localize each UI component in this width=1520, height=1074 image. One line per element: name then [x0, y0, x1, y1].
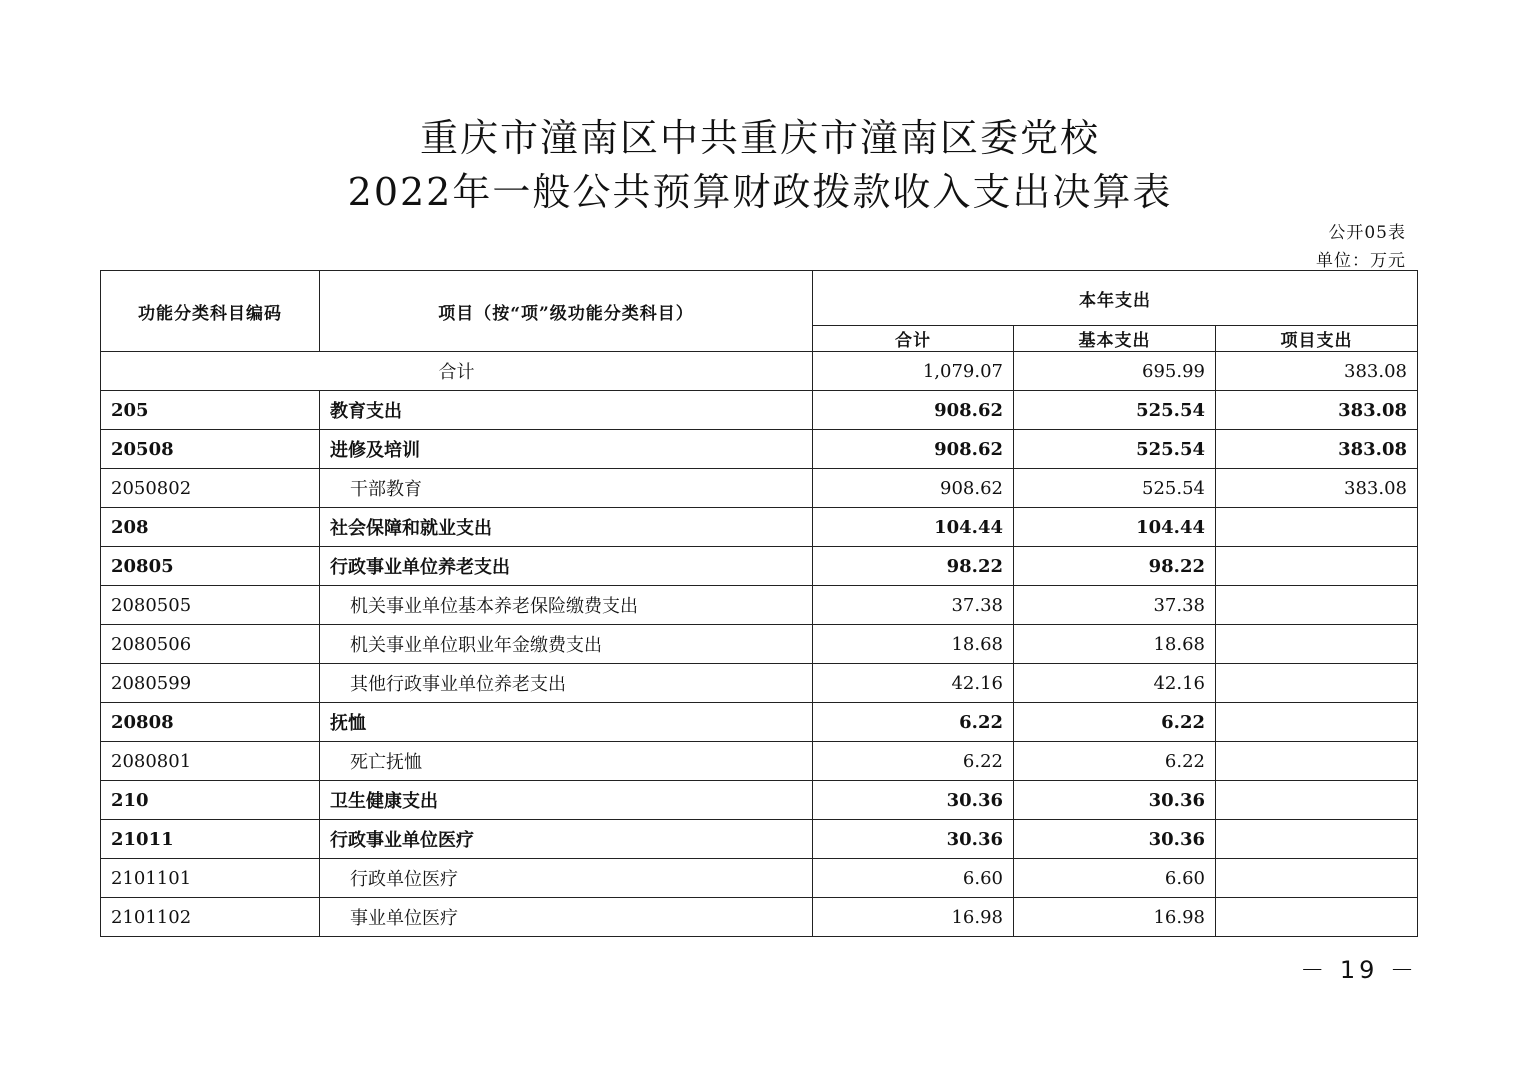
row-code: 208 — [101, 508, 320, 547]
row-basic: 6.22 — [1014, 742, 1216, 781]
form-number: 公开05表 — [1328, 223, 1406, 243]
row-project — [1216, 781, 1418, 820]
row-code: 2101101 — [101, 859, 320, 898]
table-row — [101, 781, 1418, 820]
row-project — [1216, 664, 1418, 703]
table-row — [101, 430, 1418, 469]
row-total: 908.62 — [813, 391, 1014, 430]
table-row — [101, 859, 1418, 898]
table-row — [101, 664, 1418, 703]
table-row — [101, 586, 1418, 625]
row-code: 2050802 — [101, 469, 320, 508]
table-row — [101, 391, 1418, 430]
row-basic: 37.38 — [1014, 586, 1216, 625]
summary-basic: 695.99 — [1014, 352, 1216, 391]
table-row — [101, 898, 1418, 937]
header-code: 功能分类科目编码 — [101, 271, 320, 352]
table-row — [101, 547, 1418, 586]
document-title-line1: 重庆市潼南区中共重庆市潼南区委党校 — [419, 116, 1100, 160]
row-code: 2080505 — [101, 586, 320, 625]
row-item-name: 进修及培训 — [320, 430, 813, 469]
row-project — [1216, 547, 1418, 586]
page-number: － 19 － — [1300, 956, 1418, 984]
row-total: 37.38 — [813, 586, 1014, 625]
row-code: 205 — [101, 391, 320, 430]
row-item-name: 其他行政事业单位养老支出 — [320, 664, 813, 703]
row-total: 30.36 — [813, 820, 1014, 859]
row-code: 20805 — [101, 547, 320, 586]
row-total: 908.62 — [813, 430, 1014, 469]
row-item-name: 机关事业单位职业年金缴费支出 — [320, 625, 813, 664]
row-project — [1216, 859, 1418, 898]
table-row — [101, 508, 1418, 547]
row-basic: 525.54 — [1014, 391, 1216, 430]
row-item-name: 行政单位医疗 — [320, 859, 813, 898]
row-item-name: 社会保障和就业支出 — [320, 508, 813, 547]
row-code: 21011 — [101, 820, 320, 859]
header-basic: 基本支出 — [1014, 326, 1216, 352]
row-project: 383.08 — [1216, 469, 1418, 508]
row-code: 2080801 — [101, 742, 320, 781]
row-total: 42.16 — [813, 664, 1014, 703]
row-basic: 30.36 — [1014, 820, 1216, 859]
row-basic: 6.60 — [1014, 859, 1216, 898]
row-item-name: 行政事业单位养老支出 — [320, 547, 813, 586]
row-project — [1216, 742, 1418, 781]
summary-project: 383.08 — [1216, 352, 1418, 391]
row-item-name: 机关事业单位基本养老保险缴费支出 — [320, 586, 813, 625]
unit-label: 单位：万元 — [1316, 251, 1406, 271]
table-row — [101, 703, 1418, 742]
row-code: 2080599 — [101, 664, 320, 703]
row-item-name: 事业单位医疗 — [320, 898, 813, 937]
row-total: 98.22 — [813, 547, 1014, 586]
summary-row — [101, 352, 1418, 391]
row-item-name: 教育支出 — [320, 391, 813, 430]
row-basic: 525.54 — [1014, 430, 1216, 469]
row-project: 383.08 — [1216, 430, 1418, 469]
row-total: 908.62 — [813, 469, 1014, 508]
header-item: 项目（按“项”级功能分类科目） — [320, 271, 813, 352]
row-item-name: 死亡抚恤 — [320, 742, 813, 781]
row-basic: 98.22 — [1014, 547, 1216, 586]
row-total: 18.68 — [813, 625, 1014, 664]
row-project — [1216, 586, 1418, 625]
row-project — [1216, 898, 1418, 937]
row-project — [1216, 625, 1418, 664]
row-project — [1216, 820, 1418, 859]
row-project — [1216, 703, 1418, 742]
row-project — [1216, 508, 1418, 547]
summary-label: 合计 — [101, 352, 813, 391]
row-item-name: 干部教育 — [320, 469, 813, 508]
table-row — [101, 820, 1418, 859]
row-basic: 525.54 — [1014, 469, 1216, 508]
row-item-name: 卫生健康支出 — [320, 781, 813, 820]
row-project: 383.08 — [1216, 391, 1418, 430]
header-project: 项目支出 — [1216, 326, 1418, 352]
header-row-1 — [101, 271, 1418, 326]
row-total: 30.36 — [813, 781, 1014, 820]
row-total: 6.60 — [813, 859, 1014, 898]
row-total: 104.44 — [813, 508, 1014, 547]
row-total: 6.22 — [813, 703, 1014, 742]
row-item-name: 抚恤 — [320, 703, 813, 742]
row-basic: 104.44 — [1014, 508, 1216, 547]
row-item-name: 行政事业单位医疗 — [320, 820, 813, 859]
summary-total: 1,079.07 — [813, 352, 1014, 391]
row-code: 2101102 — [101, 898, 320, 937]
table-row — [101, 469, 1418, 508]
table-row — [101, 742, 1418, 781]
header-total: 合计 — [813, 326, 1014, 352]
row-basic: 16.98 — [1014, 898, 1216, 937]
document-title-line2: 2022年一般公共预算财政拨款收入支出决算表 — [347, 170, 1173, 214]
row-total: 6.22 — [813, 742, 1014, 781]
budget-table — [100, 270, 1418, 937]
row-basic: 42.16 — [1014, 664, 1216, 703]
row-code: 2080506 — [101, 625, 320, 664]
row-total: 16.98 — [813, 898, 1014, 937]
header-current-year: 本年支出 — [813, 271, 1418, 326]
row-code: 20508 — [101, 430, 320, 469]
row-basic: 18.68 — [1014, 625, 1216, 664]
row-basic: 6.22 — [1014, 703, 1216, 742]
row-code: 210 — [101, 781, 320, 820]
table-row — [101, 625, 1418, 664]
row-basic: 30.36 — [1014, 781, 1216, 820]
row-code: 20808 — [101, 703, 320, 742]
